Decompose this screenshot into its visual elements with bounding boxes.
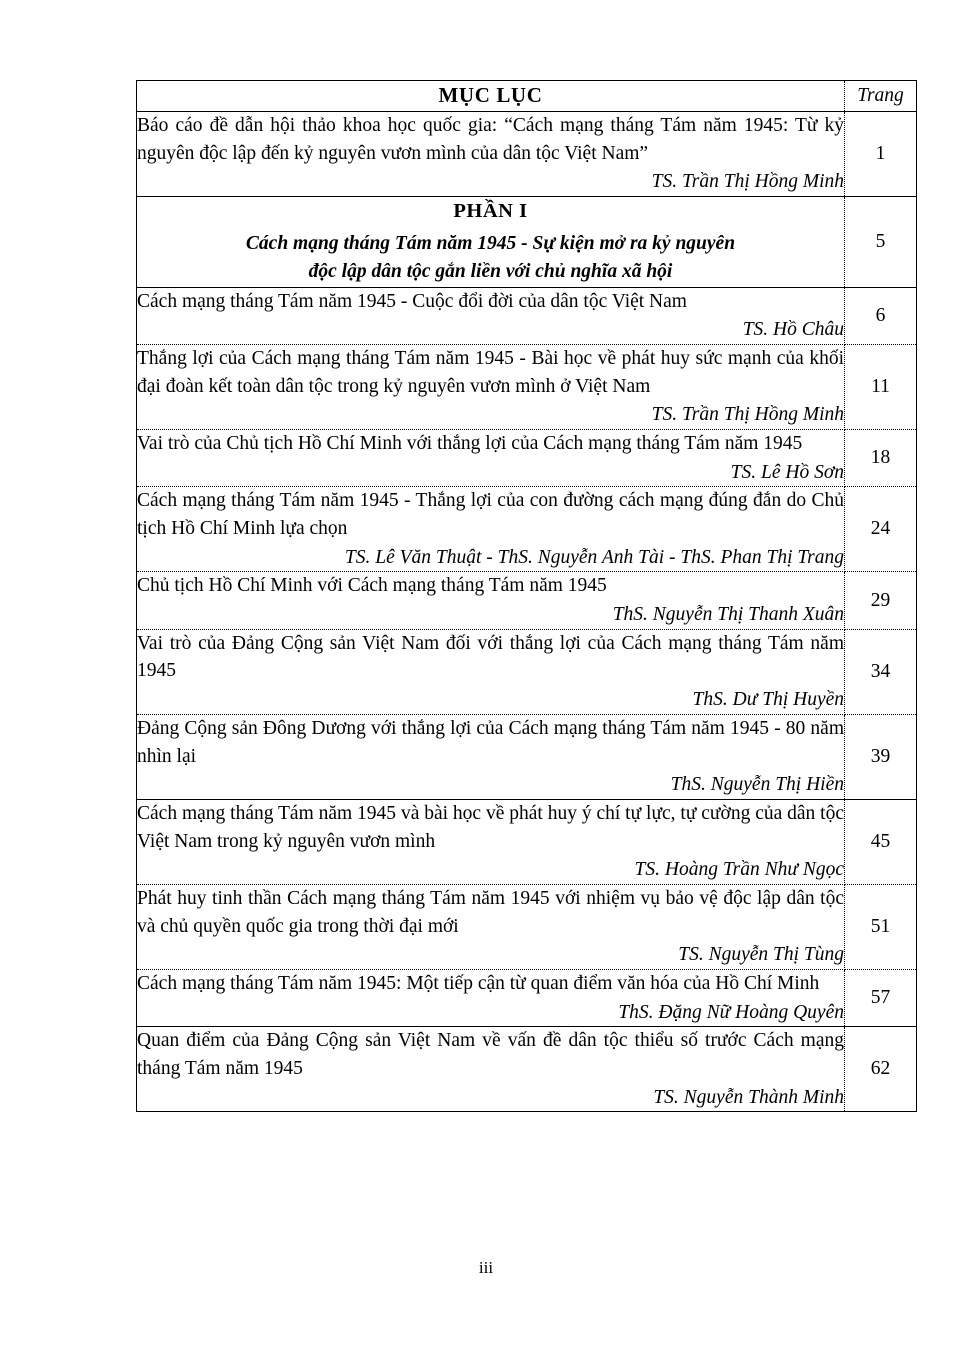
toc-page-column-header: Trang	[845, 81, 917, 112]
table-of-contents	[136, 80, 916, 1112]
toc-table	[136, 80, 917, 1112]
entry-title: Phát huy tinh thần Cách mạng tháng Tám năm 1945 với nhiệm vụ bảo vệ độc lập dân tộc và chủ quyền quốc gia trong thời đại mới	[137, 887, 844, 937]
entry-page-number: 11	[845, 344, 917, 429]
table-row[interactable]	[137, 287, 917, 344]
part-subtitle-line-1: Cách mạng tháng Tám năm 1945 - Sự kiện mở ra kỷ nguyên	[245, 232, 736, 254]
toc-table-body	[137, 81, 917, 1112]
entry-page-number: 57	[845, 970, 917, 1027]
entry-author: TS. Nguyễn Thị Tùng	[678, 944, 844, 966]
entry-page-number: 34	[845, 629, 917, 714]
entry-author: TS. Lê Văn Thuật - ThS. Nguyễn Anh Tài - ThS. Phan Thị Trang	[344, 546, 844, 568]
entry-title: Cách mạng tháng Tám năm 1945 - Thắng lợi của con đường cách mạng đúng đắn do Chủ tịch Hồ Chí Minh lựa chọn	[137, 490, 844, 540]
toc-entry-text	[137, 799, 845, 884]
entry-page-number: 24	[845, 487, 917, 572]
table-row[interactable]	[137, 629, 917, 714]
entry-author: ThS. Đặng Nữ Hoàng Quyên	[618, 1001, 844, 1023]
table-row[interactable]	[137, 344, 917, 429]
table-row[interactable]	[137, 970, 917, 1027]
entry-author: TS. Hoàng Trần Như Ngọc	[634, 859, 844, 881]
table-row[interactable]	[137, 884, 917, 969]
table-row[interactable]	[137, 799, 917, 884]
entry-page-number: 18	[845, 429, 917, 486]
entry-page-number: 29	[845, 572, 917, 629]
table-row-part[interactable]	[137, 196, 917, 287]
entry-page-number: 51	[845, 884, 917, 969]
table-row[interactable]	[137, 111, 917, 196]
part-subtitle-line-2: độc lập dân tộc gắn liền với chủ nghĩa xã hội	[308, 261, 673, 283]
part-page-number: 5	[845, 196, 917, 287]
toc-entry-text	[137, 111, 845, 196]
table-row[interactable]	[137, 487, 917, 572]
table-row[interactable]	[137, 1027, 917, 1112]
entry-title: Đảng Cộng sản Đông Dương với thắng lợi của Cách mạng tháng Tám năm 1945 - 80 năm nhìn lại	[137, 717, 844, 767]
entry-title: Thắng lợi của Cách mạng tháng Tám năm 1945 - Bài học về phát huy sức mạnh của khối đại đoàn kết toàn dân tộc trong kỷ nguyên vươn mình ở Việt Nam	[137, 347, 844, 397]
toc-entry-text	[137, 487, 845, 572]
table-row[interactable]	[137, 429, 917, 486]
entry-author: TS. Nguyễn Thành Minh	[653, 1086, 844, 1108]
entry-title: Vai trò của Chủ tịch Hồ Chí Minh với thắng lợi của Cách mạng tháng Tám năm 1945	[137, 432, 803, 454]
toc-entry-text	[137, 429, 845, 486]
entry-author: TS. Trần Thị Hồng Minh	[651, 171, 844, 193]
entry-page-number: 45	[845, 799, 917, 884]
entry-title: Quan điểm của Đảng Cộng sản Việt Nam về vấn đề dân tộc thiểu số trước Cách mạng tháng Tám năm 1945	[137, 1030, 844, 1080]
toc-entry-text	[137, 1027, 845, 1112]
entry-page-number: 1	[845, 111, 917, 196]
toc-header-row	[137, 81, 917, 112]
toc-entry-text	[137, 884, 845, 969]
entry-title: Báo cáo đề dẫn hội thảo khoa học quốc gia: “Cách mạng tháng Tám năm 1945: Từ kỷ nguyên độc lập đến kỷ nguyên vươn mình của dân tộc Việt Nam”	[137, 114, 844, 164]
entry-author: TS. Hồ Châu	[742, 319, 844, 341]
toc-entry-text	[137, 344, 845, 429]
entry-author: TS. Trần Thị Hồng Minh	[651, 404, 844, 426]
entry-page-number: 62	[845, 1027, 917, 1112]
entry-author: ThS. Nguyễn Thị Thanh Xuân	[612, 604, 844, 626]
part-heading	[137, 196, 845, 287]
entry-author: TS. Lê Hồ Sơn	[730, 461, 844, 483]
toc-entry-text	[137, 572, 845, 629]
entry-author: ThS. Nguyễn Thị Hiền	[670, 774, 844, 796]
toc-entry-text	[137, 970, 845, 1027]
entry-page-number: 6	[845, 287, 917, 344]
page-folio: iii	[478, 1258, 494, 1277]
toc-entry-text	[137, 714, 845, 799]
table-row[interactable]	[137, 572, 917, 629]
entry-page-number: 39	[845, 714, 917, 799]
toc-title: MỤC LỤC	[137, 81, 845, 112]
entry-title: Vai trò của Đảng Cộng sản Việt Nam đối với thắng lợi của Cách mạng tháng Tám năm 1945	[137, 632, 844, 682]
toc-entry-text	[137, 287, 845, 344]
entry-title: Cách mạng tháng Tám năm 1945 và bài học về phát huy ý chí tự lực, tự cường của dân tộc Việt Nam trong kỷ nguyên vươn mình	[137, 802, 844, 852]
table-row[interactable]	[137, 714, 917, 799]
part-title: PHẦN I	[453, 199, 528, 222]
toc-entry-text	[137, 629, 845, 714]
entry-title: Chủ tịch Hồ Chí Minh với Cách mạng tháng Tám năm 1945	[137, 575, 607, 597]
entry-title: Cách mạng tháng Tám năm 1945 - Cuộc đổi đời của dân tộc Việt Nam	[137, 290, 687, 312]
entry-title: Cách mạng tháng Tám năm 1945: Một tiếp cận từ quan điểm văn hóa của Hồ Chí Minh	[137, 973, 820, 995]
entry-author: ThS. Dư Thị Huyền	[692, 689, 844, 711]
